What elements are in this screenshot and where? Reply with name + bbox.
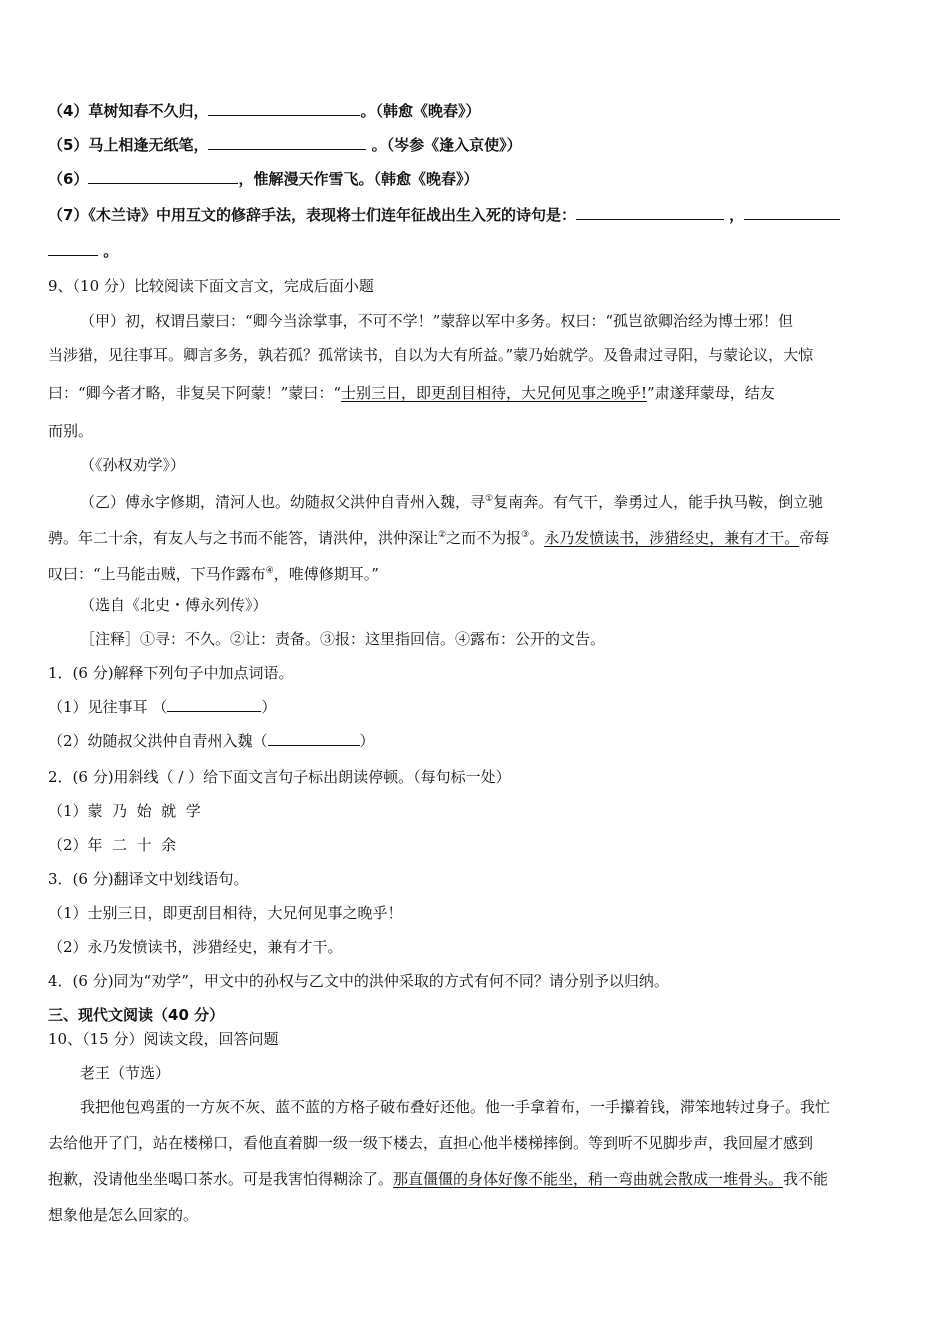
fill-q6 — [48, 169, 478, 189]
fill-q4 — [48, 101, 480, 121]
answer-blank[interactable] — [88, 169, 238, 184]
fill-q4-text: （4）草树知春不久归， — [48, 102, 209, 120]
answer-blank[interactable] — [167, 697, 261, 712]
yi-line-2-mid: 之而不为报 — [446, 529, 522, 547]
sub1-b-text: （2）幼随叔父洪仲自青州入魏（ — [48, 732, 268, 750]
passage-line-3-post: 我不能 — [783, 1170, 829, 1188]
sub2-item-a: （1）蒙 乃 始 就 学 — [48, 802, 201, 820]
footnote-marker: ② — [438, 530, 447, 540]
q9-header: 9、（10 分）比较阅读下面文言文，完成后面小题 — [48, 277, 374, 295]
answer-blank[interactable] — [744, 205, 840, 220]
yi-line-1 — [80, 489, 823, 512]
sub1-a-end: ） — [261, 698, 277, 716]
yi-line-3-pre: 叹曰：“上马能击贼，下马作露布 — [48, 565, 266, 583]
yi-notes: ［注释］①寻：不久。②让：责备。③报：这里指回信。④露布：公开的文告。 — [80, 630, 606, 648]
passage-line-4: 想象他是怎么回家的。 — [48, 1206, 199, 1224]
passage-underlined-sentence: 那直僵僵的身体好像不能坐，稍一弯曲就会散成一堆骨头。 — [393, 1170, 784, 1188]
section3-title: 三、现代文阅读（40 分） — [48, 1006, 225, 1024]
jia-underlined-sentence: 士别三日，即更刮目相待，大兄何见事之晚乎! — [341, 384, 648, 402]
passage-line-1: 我把他包鸡蛋的一方灰不灰、蓝不蓝的方格子破布叠好还他。他一手拿着布，一手攥着钱，滞笨地转过身子。我忙 — [80, 1098, 831, 1116]
answer-blank[interactable] — [208, 101, 360, 116]
yi-line-3 — [48, 561, 379, 584]
fill-q6-source: ，惟解漫天作雪飞。（韩愈《晚春》） — [238, 170, 479, 188]
yi-source: （选自《北史・傅永列传》） — [80, 596, 268, 614]
passage-line-3-pre: 抱歉，没请他坐坐喝口茶水。可是我害怕得糊涂了。 — [48, 1170, 394, 1188]
fill-q7-comma: ， — [723, 206, 745, 224]
passage-line-2: 去给他开了门，站在楼梯口，看他直着脚一级一级下楼去，直担心他半楼梯摔倒。等到听不见脚步声，我回屋才感到 — [48, 1134, 814, 1152]
yi-line-1-post: 复南奔。有气干，拳勇过人，能手执马鞍，倒立驰 — [493, 493, 824, 511]
sub1-title: 1．(6 分)解释下列句子中加点词语。 — [48, 664, 294, 682]
yi-underlined-sentence: 永乃发愤读书，涉猎经史，兼有才干。 — [544, 529, 800, 547]
footnote-marker: ③ — [521, 530, 530, 540]
fill-q7 — [48, 205, 840, 225]
jia-line-2: 当涉猎，见往事耳。卿言多务，孰若孤？孤常读书，自以为大有所益。”蒙乃始就学。及鲁肃过寻阳，与蒙论议，大惊 — [48, 346, 814, 364]
sub1-b-end: ） — [359, 732, 375, 750]
footnote-marker: ④ — [265, 566, 274, 576]
answer-blank[interactable] — [48, 241, 98, 256]
fill-q7-cont — [48, 241, 118, 261]
jia-line-3-pre: 曰：“卿今者才略，非复吴下阿蒙！”蒙曰：“ — [48, 384, 342, 402]
jia-line-3 — [48, 383, 775, 403]
sub1-item-b — [48, 731, 375, 751]
yi-line-2-post: 帝每 — [799, 529, 830, 547]
fill-q5-source: 。（岑参《逢入京使》） — [366, 136, 522, 154]
fill-q7-end: 。 — [98, 242, 119, 260]
jia-source: （《孙权劝学》） — [80, 456, 186, 474]
answer-blank[interactable] — [268, 731, 360, 746]
sub3-title: 3．(6 分)翻译文中划线语句。 — [48, 870, 249, 888]
yi-line-3-post: ，唯傅修期耳。” — [273, 565, 379, 583]
answer-blank[interactable] — [576, 205, 724, 220]
fill-q7-text: （7）《木兰诗》中用互文的修辞手法，表现将士们连年征战出生入死的诗句是： — [48, 206, 576, 224]
sub1-a-text: （1）见往事耳 （ — [48, 698, 168, 716]
fill-q5-text: （5）马上相逢无纸笔， — [48, 136, 209, 154]
sub2-item-b: （2）年 二 十 余 — [48, 836, 177, 854]
sub2-title: 2．(6 分)用斜线（ / ）给下面文言句子标出朗读停顿。（每句标一处） — [48, 768, 511, 786]
fill-q6-text: （6） — [48, 170, 89, 188]
yi-line-1-pre: （乙）傅永字修期，清河人也。幼随叔父洪仲自青州入魏，寻 — [80, 493, 486, 511]
sub4-title: 4．(6 分)同为“劝学”，甲文中的孙权与乙文中的洪仲采取的方式有何不同？请分别予以归纳。 — [48, 972, 669, 990]
sub3-item-a: （1）士别三日，即更刮目相待，大兄何见事之晚乎！ — [48, 904, 403, 922]
fill-q4-source: 。（韩愈《晚春》） — [360, 102, 481, 120]
footnote-marker: ① — [485, 494, 494, 504]
jia-line-3-post: ”肃遂拜蒙母，结友 — [647, 384, 775, 402]
yi-line-2-pre: 骋。年二十余，有友人与之书而不能答，请洪仲，洪仲深让 — [48, 529, 439, 547]
jia-line-1: （甲）初，权谓吕蒙曰：“卿今当涂掌事，不可不学！”蒙辞以军中多务。权曰：“孤岂欲卿治经为博士邪！但 — [80, 312, 794, 330]
q10-header: 10、（15 分）阅读文段，回答问题 — [48, 1030, 279, 1048]
answer-blank[interactable] — [208, 135, 366, 150]
sub3-item-b: （2）永乃发愤读书，涉猎经史，兼有才干。 — [48, 938, 343, 956]
fill-q5 — [48, 135, 522, 155]
sub1-item-a — [48, 697, 276, 717]
yi-line-2-sep: 。 — [529, 529, 545, 547]
passage-line-3 — [48, 1169, 828, 1189]
piece-title: 老王（节选） — [80, 1064, 171, 1082]
yi-line-2 — [48, 525, 829, 548]
jia-line-4: 而别。 — [48, 422, 94, 440]
